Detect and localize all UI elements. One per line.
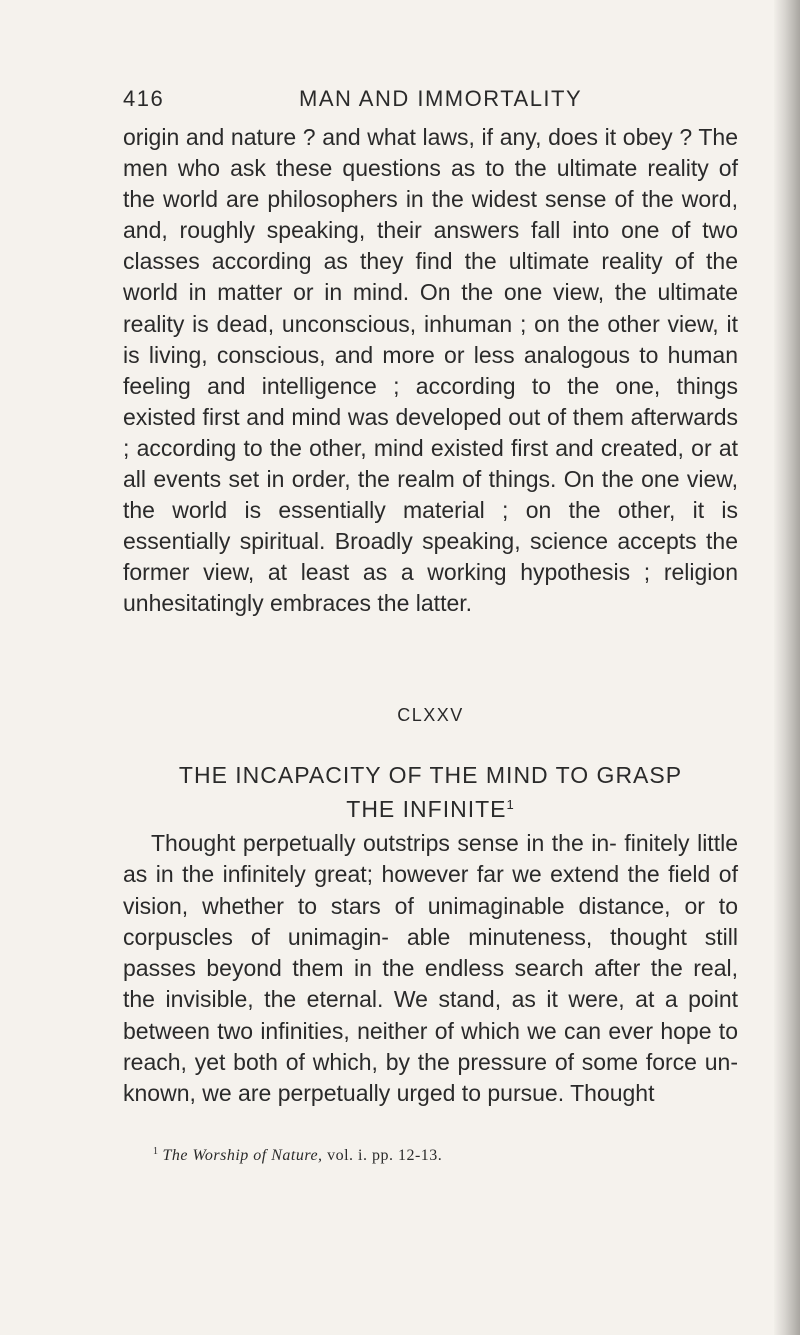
section-title [123, 760, 738, 824]
section-title-line-2 [123, 790, 738, 824]
section-number: CLXXV [397, 705, 464, 725]
footnote-source-title: The Worship of Nature, [162, 1147, 323, 1164]
body-paragraph: origin and nature ? and what laws, if any, does it obey ? The men who ask these questions as to the ultimate reality of the world are philosophers in the widest sense of the word, and, roughly speaking, their answers fall into one of two classes according as they find the ultimate reality of the world in matter or in mind. On the one view, the ultimate reality is dead, unconscious, inhuman ; on the other view, it is living, conscious, and more or less analogous to human feeling and intelligence ; according to the one, things existed first and mind was developed out of them afterwards ; according to the other, mind existed first and created, or at all events set in order, the realm of things. On the one view, the world is essentially material ; on the other, it is essentially spiritual. Broadly speaking, science accepts the former view, at least as a working hypothesis ; religion unhesitatingly embraces the latter. [123, 124, 738, 617]
section-title-line-1: THE INCAPACITY OF THE MIND TO GRASP [178, 762, 683, 788]
footnote-number: 1 [153, 1146, 159, 1157]
running-title: MAN AND IMMORTALITY [299, 86, 583, 111]
section-title-line-2-text: THE INFINITE [346, 796, 507, 822]
section-paragraph: Thought perpetually outstrips sense in the in- finitely little as in the infinitely great; however far we extend the field of vision, whether to stars of unimaginable distance, or to corpuscles of unimagin- able minuteness, thought still passes beyond them in the endless search after the real, the invisible, the eternal. We stand, as it were, at a point between two infinities, neither of which we can ever hope to reach, yet both of which, by the pressure of some force un- known, we are perpetually urged to pursue. Thought [123, 830, 738, 1107]
footnote [153, 1146, 738, 1165]
footnote-marker: 1 [506, 797, 515, 812]
footnote-citation: vol. i. pp. 12-13. [327, 1147, 443, 1164]
section-body [123, 828, 738, 1110]
page-edge-shadow [774, 0, 800, 1335]
running-head [123, 86, 738, 116]
page-number: 416 [123, 86, 165, 111]
body-paragraph-block [123, 122, 738, 620]
